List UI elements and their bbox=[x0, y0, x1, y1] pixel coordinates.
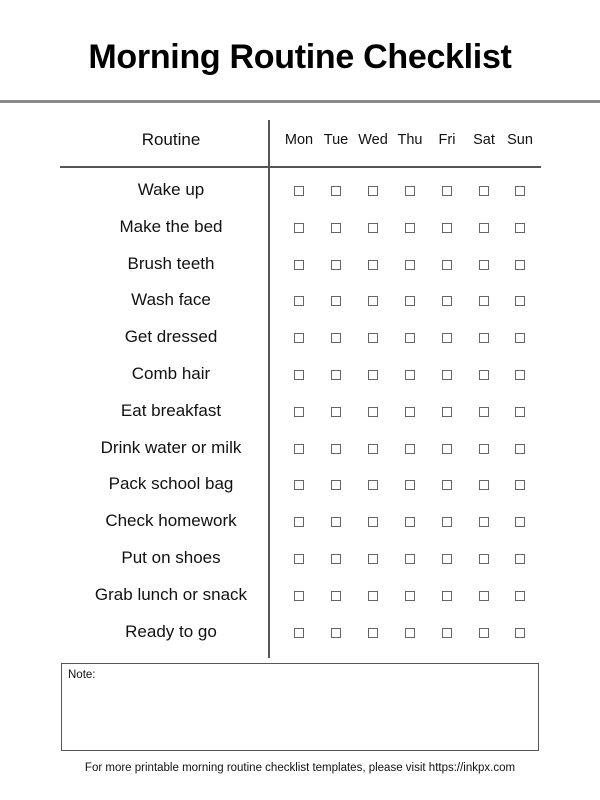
routine-label: Wash face bbox=[131, 290, 211, 310]
routine-label: Ready to go bbox=[125, 621, 217, 641]
checkbox-mon[interactable] bbox=[294, 444, 304, 454]
checkbox-tue[interactable] bbox=[331, 370, 341, 380]
checkbox-sun[interactable] bbox=[515, 186, 525, 196]
checkbox-wed[interactable] bbox=[368, 296, 378, 306]
checkbox-tue[interactable] bbox=[331, 444, 341, 454]
checkbox-fri[interactable] bbox=[442, 370, 452, 380]
checkbox-wed[interactable] bbox=[368, 628, 378, 638]
day-header-5: Sat bbox=[473, 132, 495, 148]
note-label: Note: bbox=[68, 669, 96, 681]
checkbox-sat[interactable] bbox=[479, 444, 489, 454]
checkbox-thu[interactable] bbox=[405, 591, 415, 601]
checkbox-wed[interactable] bbox=[368, 333, 378, 343]
checkbox-wed[interactable] bbox=[368, 591, 378, 601]
checkbox-sat[interactable] bbox=[479, 517, 489, 527]
checkbox-sat[interactable] bbox=[479, 407, 489, 417]
checkbox-sun[interactable] bbox=[515, 591, 525, 601]
checkbox-thu[interactable] bbox=[405, 186, 415, 196]
routine-label: Check homework bbox=[105, 511, 237, 531]
checkbox-mon[interactable] bbox=[294, 407, 304, 417]
routine-label: Pack school bag bbox=[108, 474, 234, 494]
checkbox-mon[interactable] bbox=[294, 554, 304, 564]
routine-label: Grab lunch or snack bbox=[94, 584, 248, 604]
checkbox-mon[interactable] bbox=[294, 296, 304, 306]
checkbox-sat[interactable] bbox=[479, 260, 489, 270]
column-divider bbox=[268, 120, 270, 658]
checkbox-tue[interactable] bbox=[331, 591, 341, 601]
checkbox-sun[interactable] bbox=[515, 370, 525, 380]
routine-label: Get dressed bbox=[124, 327, 218, 347]
checkbox-sun[interactable] bbox=[515, 223, 525, 233]
checkbox-thu[interactable] bbox=[405, 628, 415, 638]
checkbox-mon[interactable] bbox=[294, 186, 304, 196]
checkbox-thu[interactable] bbox=[405, 370, 415, 380]
checkbox-mon[interactable] bbox=[294, 370, 304, 380]
checkbox-sun[interactable] bbox=[515, 407, 525, 417]
checkbox-mon[interactable] bbox=[294, 333, 304, 343]
checkbox-sun[interactable] bbox=[515, 554, 525, 564]
checkbox-wed[interactable] bbox=[368, 223, 378, 233]
checkbox-mon[interactable] bbox=[294, 628, 304, 638]
routine-label: Drink water or milk bbox=[100, 437, 242, 457]
checkbox-sat[interactable] bbox=[479, 186, 489, 196]
checkbox-tue[interactable] bbox=[331, 480, 341, 490]
note-box[interactable] bbox=[61, 663, 539, 751]
checkbox-sat[interactable] bbox=[479, 554, 489, 564]
checkbox-mon[interactable] bbox=[294, 480, 304, 490]
checkbox-fri[interactable] bbox=[442, 628, 452, 638]
checkbox-sat[interactable] bbox=[479, 591, 489, 601]
footer-text: For more printable morning routine checklist templates, please visit https://inkpx.com bbox=[84, 762, 516, 774]
routine-label: Put on shoes bbox=[121, 548, 221, 567]
day-header-4: Fri bbox=[438, 132, 456, 148]
checkbox-sun[interactable] bbox=[515, 333, 525, 343]
checkbox-sat[interactable] bbox=[479, 223, 489, 233]
routine-label: Make the bed bbox=[119, 216, 223, 236]
routine-column-header: Routine bbox=[141, 130, 201, 149]
checkbox-tue[interactable] bbox=[331, 554, 341, 564]
routine-label: Brush teeth bbox=[127, 253, 215, 273]
routine-label: Comb hair bbox=[131, 364, 211, 383]
checkbox-sat[interactable] bbox=[479, 296, 489, 306]
checkbox-sat[interactable] bbox=[479, 333, 489, 343]
checkbox-sun[interactable] bbox=[515, 480, 525, 490]
checkbox-sun[interactable] bbox=[515, 296, 525, 306]
page-title: Morning Routine Checklist bbox=[88, 38, 512, 76]
checkbox-thu[interactable] bbox=[405, 333, 415, 343]
header-divider bbox=[60, 166, 541, 168]
checkbox-mon[interactable] bbox=[294, 591, 304, 601]
checkbox-tue[interactable] bbox=[331, 186, 341, 196]
day-header-1: Tue bbox=[323, 132, 349, 148]
checkbox-sun[interactable] bbox=[515, 444, 525, 454]
day-header-3: Thu bbox=[397, 132, 423, 148]
checkbox-fri[interactable] bbox=[442, 260, 452, 270]
checkbox-tue[interactable] bbox=[331, 407, 341, 417]
checkbox-sat[interactable] bbox=[479, 628, 489, 638]
checkbox-tue[interactable] bbox=[331, 223, 341, 233]
checkbox-thu[interactable] bbox=[405, 444, 415, 454]
day-header-2: Wed bbox=[358, 132, 388, 148]
day-header-0: Mon bbox=[284, 132, 314, 148]
checkbox-sun[interactable] bbox=[515, 260, 525, 270]
checkbox-fri[interactable] bbox=[442, 407, 452, 417]
checkbox-mon[interactable] bbox=[294, 223, 304, 233]
checkbox-tue[interactable] bbox=[331, 628, 341, 638]
checkbox-thu[interactable] bbox=[405, 554, 415, 564]
checkbox-sat[interactable] bbox=[479, 480, 489, 490]
title-divider bbox=[0, 100, 600, 103]
checkbox-fri[interactable] bbox=[442, 333, 452, 343]
checkbox-wed[interactable] bbox=[368, 186, 378, 196]
checkbox-thu[interactable] bbox=[405, 407, 415, 417]
checkbox-tue[interactable] bbox=[331, 260, 341, 270]
checkbox-fri[interactable] bbox=[442, 186, 452, 196]
checkbox-wed[interactable] bbox=[368, 480, 378, 490]
routine-label: Wake up bbox=[137, 180, 205, 199]
checkbox-wed[interactable] bbox=[368, 554, 378, 564]
checkbox-mon[interactable] bbox=[294, 517, 304, 527]
checkbox-thu[interactable] bbox=[405, 296, 415, 306]
checkbox-fri[interactable] bbox=[442, 444, 452, 454]
checkbox-tue[interactable] bbox=[331, 333, 341, 343]
checkbox-wed[interactable] bbox=[368, 444, 378, 454]
checkbox-sun[interactable] bbox=[515, 517, 525, 527]
checkbox-fri[interactable] bbox=[442, 223, 452, 233]
checkbox-mon[interactable] bbox=[294, 260, 304, 270]
checkbox-fri[interactable] bbox=[442, 517, 452, 527]
checkbox-thu[interactable] bbox=[405, 480, 415, 490]
checkbox-wed[interactable] bbox=[368, 407, 378, 417]
checkbox-sat[interactable] bbox=[479, 370, 489, 380]
checkbox-fri[interactable] bbox=[442, 296, 452, 306]
checkbox-sun[interactable] bbox=[515, 628, 525, 638]
checkbox-thu[interactable] bbox=[405, 260, 415, 270]
routine-label: Eat breakfast bbox=[120, 400, 222, 420]
checkbox-fri[interactable] bbox=[442, 554, 452, 564]
checkbox-thu[interactable] bbox=[405, 223, 415, 233]
checkbox-fri[interactable] bbox=[442, 591, 452, 601]
checkbox-wed[interactable] bbox=[368, 260, 378, 270]
checkbox-tue[interactable] bbox=[331, 517, 341, 527]
checkbox-tue[interactable] bbox=[331, 296, 341, 306]
day-header-6: Sun bbox=[507, 132, 533, 148]
checkbox-wed[interactable] bbox=[368, 370, 378, 380]
checkbox-thu[interactable] bbox=[405, 517, 415, 527]
checkbox-wed[interactable] bbox=[368, 517, 378, 527]
checkbox-fri[interactable] bbox=[442, 480, 452, 490]
